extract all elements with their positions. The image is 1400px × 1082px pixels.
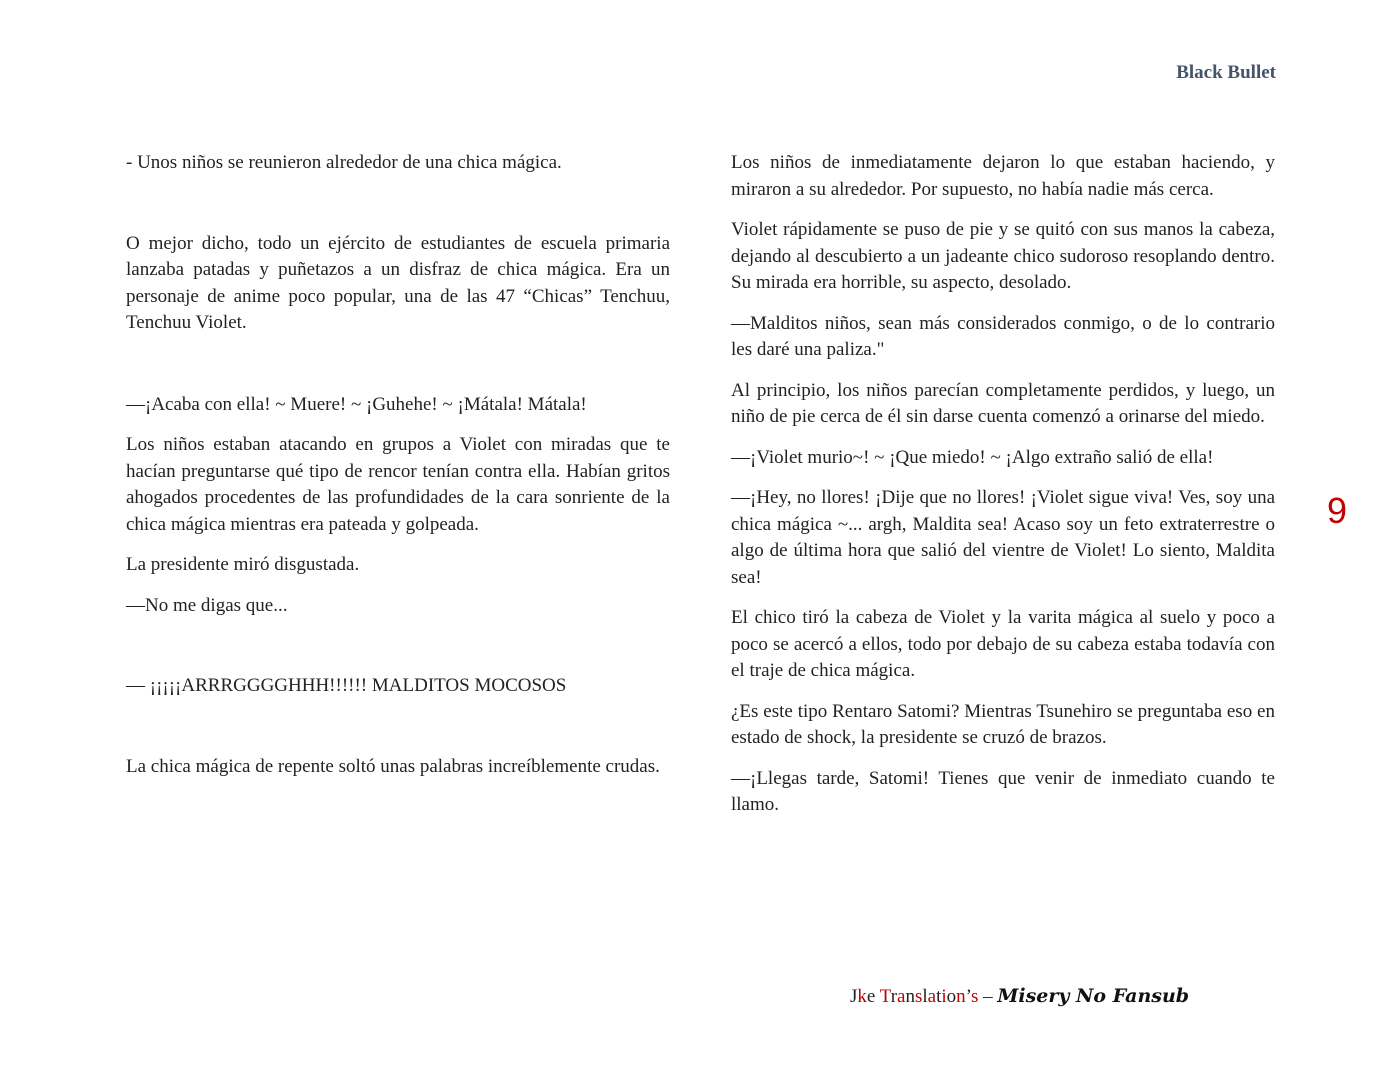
paragraph: —Malditos niños, sean más considerados conmigo, o de lo contrario les daré una paliza." [731, 312, 1275, 360]
paragraph: Violet rápidamente se puso de pie y se quitó con sus manos la cabeza, dejando al descubierto a un jadeante chico sudoroso resoplando dentro. Su mirada era horrible, su aspecto, desolado. [731, 219, 1275, 293]
paragraph: - Unos niños se reunieron alrededor de una chica mágica. [126, 152, 562, 173]
footer-credit [850, 985, 1189, 1008]
paragraph: La chica mágica de repente soltó unas palabras increíblemente crudas. [126, 755, 660, 777]
paragraph: —¡Llegas tarde, Satomi! Tienes que venir de inmediato cuando te llamo. [731, 767, 1275, 815]
paragraph: Los niños de inmediatamente dejaron lo que estaban haciendo, y miraron a su alrededor. Por supuesto, no había nadie más cerca. [731, 152, 1275, 200]
paragraph: —¡Hey, no llores! ¡Dije que no llores! ¡Violet sigue viva! Ves, soy una chica mágica ~... argh, Maldita sea! Acaso soy un feto extraterrestre o algo de última hora que salió del vientre de Violet! Lo siento, Maldita sea! [731, 487, 1275, 588]
paragraph: Al principio, los niños parecían completamente perdidos, y luego, un niño de pie cerca de él sin darse cuenta comenzó a orinarse del miedo. [731, 379, 1275, 427]
paragraph: La presidente miró disgustada. [126, 554, 360, 575]
paragraph: El chico tiró la cabeza de Violet y la varita mágica al suelo y poco a poco se acercó a ellos, todo por debajo de su cabeza estaba todavía con el traje de chica mágica. [731, 607, 1275, 681]
paragraph: —¡Violet murio~! ~ ¡Que miedo! ~ ¡Algo extraño salió de ella! [731, 446, 1214, 468]
page-number: 9 [1327, 490, 1348, 531]
paragraph: ¿Es este tipo Rentaro Satomi? Mientras Tsunehiro se preguntaba eso en estado de shock, la presidente se cruzó de brazos. [731, 700, 1275, 748]
right-text-column [731, 150, 1275, 819]
paragraph: —¡Acaba con ella! ~ Muere! ~ ¡Guhehe! ~ ¡Mátala! Mátala! [126, 393, 587, 415]
paragraph: O mejor dicho, todo un ejército de estudiantes de escuela primaria lanzaba patadas y puñetazos a un disfraz de chica mágica. Era un personaje de anime poco popular, una de las 47 “Chicas” Tenchuu, Tenchuu Violet. [126, 232, 670, 333]
paragraph: Los niños estaban atacando en grupos a Violet con miradas que te hacían preguntarse qué tipo de rencor tenían contra ella. Habían gritos ahogados procedentes de las profundidades de la cara sonriente de la chica mágica mientras era pateada y golpeada. [126, 434, 670, 535]
paragraph: — ¡¡¡¡¡ARRRGGGGHHH!!!!!! MALDITOS MOCOSOS [126, 675, 567, 696]
left-text-column [126, 150, 670, 780]
fansub-brand: Misery No Fansub [997, 985, 1190, 1007]
paragraph: —No me digas que... [126, 594, 288, 616]
book-title: Black Bullet [1176, 62, 1276, 83]
translator-credit: Jke Translation’s – [850, 986, 993, 1007]
